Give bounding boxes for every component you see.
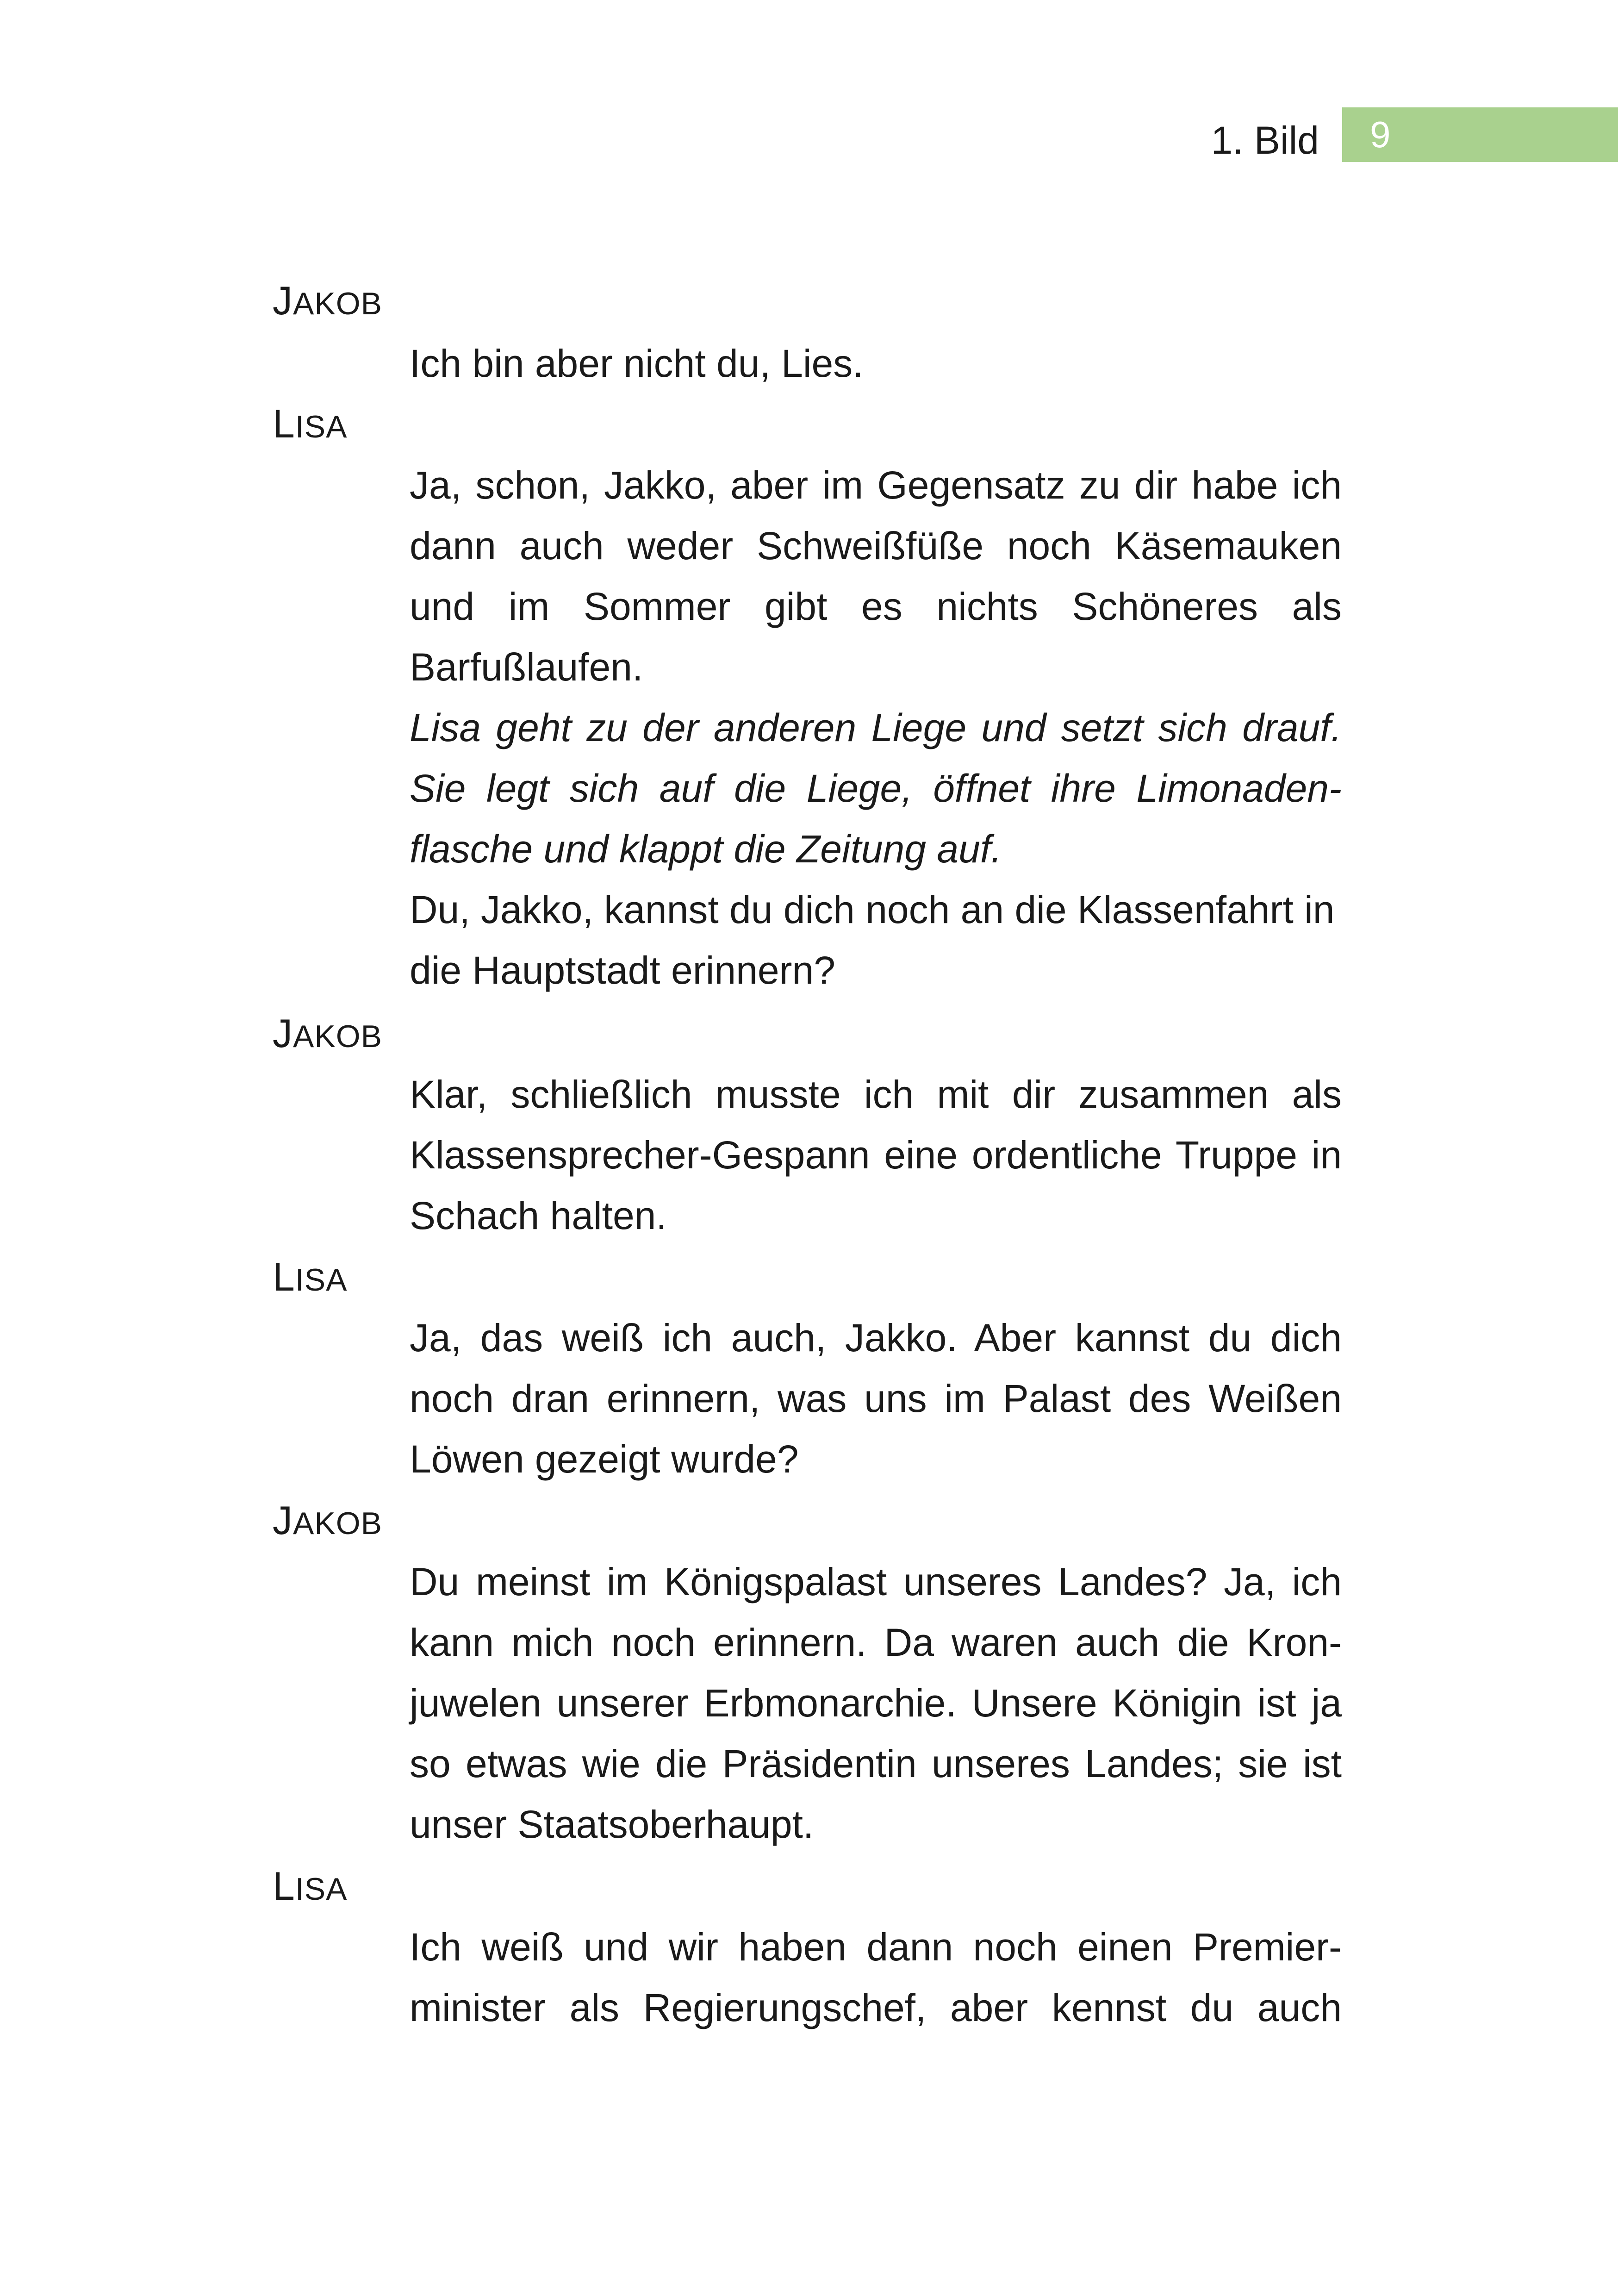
- dialogue-line: Ich bin aber nicht du, Lies.: [410, 342, 864, 385]
- dialogue-line: Du meinst im Königspalast unseres Landes? Ja, ich kann mich noch erinnern. Da waren auch die Kron-juwelen unserer Erbmonarchie. Unsere Königin ist ja so etwas wie die Präsidentin unseres Landes; sie ist unser Staatsoberhaupt.: [410, 1560, 1342, 1846]
- speaker-name: JAKOB: [273, 1011, 382, 1056]
- dialogue-line: Ich weiß und wir haben dann noch einen Premier-minister als Regierungschef, aber kennst du auch: [410, 1925, 1342, 2029]
- speaker-name: JAKOB: [273, 279, 382, 323]
- speaker-name: LISA: [273, 1864, 348, 1909]
- page-number: 9: [1370, 114, 1391, 155]
- speaker-name: LISA: [273, 402, 348, 446]
- speaker-name: JAKOB: [273, 1498, 382, 1543]
- section-title: 1. Bild: [1211, 119, 1319, 162]
- dialogue-line: Du, Jakko, kannst du dich noch an die Klassenfahrt in die Hauptstadt erinnern?: [410, 888, 1335, 992]
- dialogue-line: Ja, das weiß ich auch, Jakko. Aber kannst du dich noch dran erinnern, was uns im Palast des Weißen Löwen gezeigt wurde?: [410, 1316, 1342, 1481]
- dialogue-line: Klar, schließlich musste ich mit dir zusammen als Klassensprecher-Gespann eine ordentliche Truppe in Schach halten.: [410, 1073, 1342, 1237]
- stage-direction: Lisa geht zu der anderen Liege und setzt sich drauf. Sie legt sich auf die Liege, öffnet ihre Limonaden-flasche und klappt die Zeitung auf.: [410, 706, 1342, 871]
- dialogue-line: Ja, schon, Jakko, aber im Gegensatz zu dir habe ich dann auch weder Schweißfüße noch Käsemauken und im Sommer gibt es nichts Schöneres als Barfußlaufen.: [410, 463, 1342, 689]
- speaker-name: LISA: [273, 1255, 348, 1299]
